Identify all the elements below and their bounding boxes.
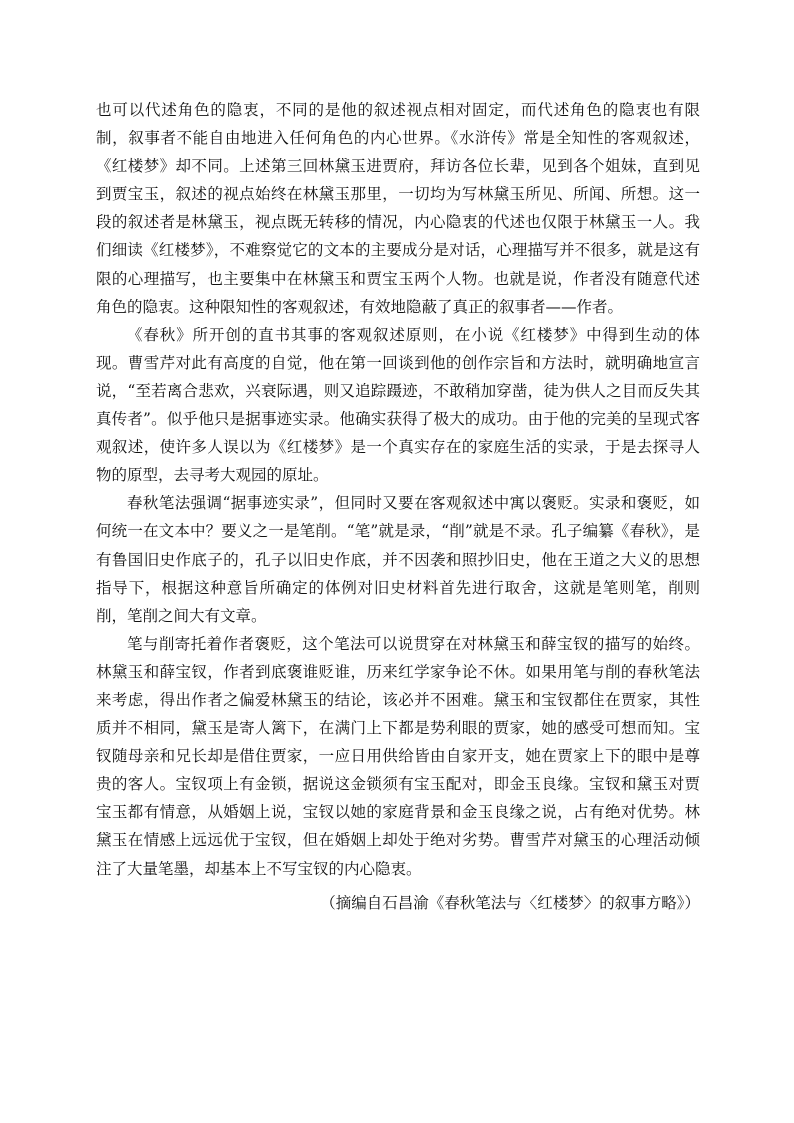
document-page [96, 96, 700, 917]
paragraph-1: 也可以代述角色的隐衷，不同的是他的叙述视点相对固定，而代述角色的隐衷也有限制，叙事者不能自由地进入任何角色的内心世界。《水浒传》常是全知性的客观叙述，《红楼梦》却不同。上述第三回林黛玉进贾府，拜访各位长辈，见到各个姐妹，直到见到贾宝玉，叙述的视点始终在林黛玉那里，一切均为写林黛玉所见、所闻、所想。这一段的叙述者是林黛玉，视点既无转移的情况，内心隐衷的代述也仅限于林黛玉一人。我们细读《红楼梦》，不难察觉它的文本的主要成分是对话，心理描写并不很多，就是这有限的心理描写，也主要集中在林黛玉和贾宝玉两个人物。也就是说，作者没有随意代述角色的隐衷。这种限知性的客观叙述，有效地隐蔽了真正的叙事者——作者。 [96, 101, 700, 316]
paragraph-2: 《春秋》所开创的直书其事的客观叙述原则，在小说《红楼梦》中得到生动的体现。曹雪芹对此有高度的自觉，他在第一回谈到他的创作宗旨和方法时，就明确地宣言说，“至若离合悲欢，兴衰际遇，则又追踪蹑迹，不敢稍加穿凿，徒为供人之目而反失其真传者”。似乎他只是据事迹实录。他确实获得了极大的成功。由于他的完美的呈现式客观叙述，使许多人误以为《红楼梦》是一个真实存在的家庭生活的实录，于是去探寻人物的原型，去寻考大观园的原址。 [96, 325, 700, 485]
paragraph-3: 春秋笔法强调“据事迹实录”，但同时又要在客观叙述中寓以褒贬。实录和褒贬，如何统一在文本中？要义之一是笔削。“笔”就是录，“削”就是不录。孔子编纂《春秋》，是有鲁国旧史作底子的，孔子以旧史作底，并不因袭和照抄旧史，他在王道之大义的思想指导下，根据这种意旨所确定的体例对旧史材料首先进行取舍，这就是笔则笔，削则削，笔削之间大有文章。 [96, 494, 700, 625]
paragraph-4: 笔与削寄托着作者褒贬，这个笔法可以说贯穿在对林黛玉和薛宝钗的描写的始终。林黛玉和薛宝钗，作者到底褒谁贬谁，历来红学家争论不休。如果用笔与削的春秋笔法来考虑，得出作者之偏爱林黛玉的结论，该必并不困难。黛玉和宝钗都住在贾家，其性质并不相同，黛玉是寄人篱下，在满门上下都是势利眼的贾家，她的感受可想而知。宝钗随母亲和兄长却是借住贾家，一应日用供给皆由自家开支，她在贾家上下的眼中是尊贵的客人。宝钗项上有金锁，据说这金锁须有宝玉配对，即金玉良缘。宝钗和黛玉对贾宝玉都有情意，从婚姻上说，宝钗以她的家庭背景和金玉良缘之说，占有绝对优势。林黛玉在情感上远远优于宝钗，但在婚姻上却处于绝对劣势。曹雪芹对黛玉的心理活动倾注了大量笔墨，却基本上不写宝钗的内心隐衷。 [96, 634, 700, 878]
source-citation: （摘编自石昌渝《春秋笔法与〈红楼梦〉的叙事方略》） [320, 893, 700, 912]
